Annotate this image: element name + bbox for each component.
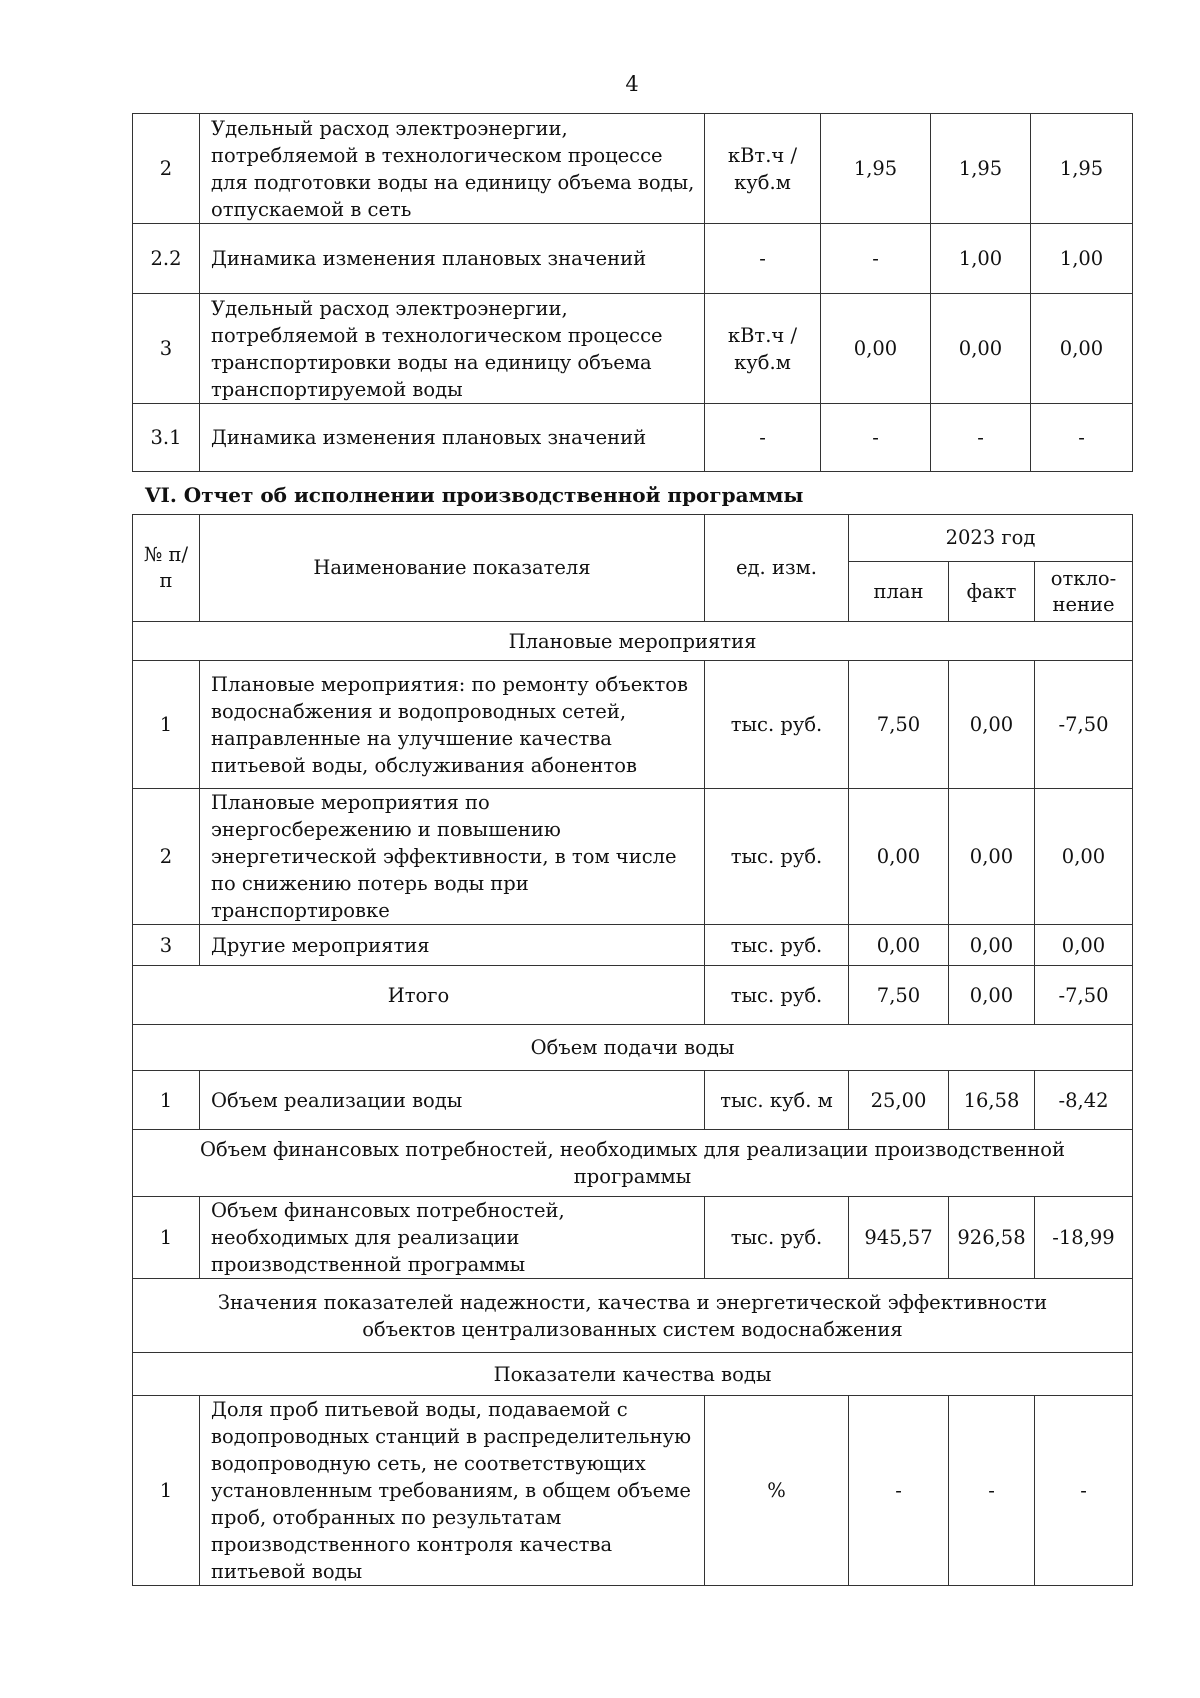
unit-cell: тыс. руб. xyxy=(705,1197,849,1279)
page-number: 4 xyxy=(625,72,639,96)
value-cell: 1,95 xyxy=(1031,114,1133,224)
section-water-quality: Показатели качества воды xyxy=(133,1353,1133,1396)
row-number: 1 xyxy=(133,1197,200,1279)
row-number: 2.2 xyxy=(133,224,200,294)
fact-cell: 0,00 xyxy=(949,789,1035,925)
section-indicators: Значения показателей надежности, качества и энергетической эффективности объектов централизованных систем водоснабжения xyxy=(133,1279,1133,1353)
header-plan: план xyxy=(849,562,949,622)
table-row xyxy=(133,404,1133,472)
fact-cell: - xyxy=(949,1396,1035,1586)
table-row xyxy=(133,1396,1133,1586)
indicator-name: Удельный расход электроэнергии, потребляемой в технологическом процессе транспортировки воды на единицу объема транспортируемой воды xyxy=(200,294,705,404)
row-number: 3 xyxy=(133,925,200,966)
row-number: 2 xyxy=(133,114,200,224)
fact-cell: 0,00 xyxy=(949,661,1035,789)
indicator-name: Плановые мероприятия: по ремонту объектов водоснабжения и водопроводных сетей, направленные на улучшение качества питьевой воды, обслуживания абонентов xyxy=(200,661,705,789)
indicator-name: Динамика изменения плановых значений xyxy=(200,224,705,294)
header-year: 2023 год xyxy=(849,515,1133,562)
table-row xyxy=(133,1197,1133,1279)
deviation-cell: -7,50 xyxy=(1035,661,1133,789)
unit-cell: тыс. руб. xyxy=(705,966,849,1025)
row-number: 3 xyxy=(133,294,200,404)
fact-cell: 16,58 xyxy=(949,1071,1035,1130)
table-row xyxy=(133,661,1133,789)
unit-cell: тыс. руб. xyxy=(705,789,849,925)
unit-cell: кВт.ч / куб.м xyxy=(705,294,821,404)
plan-cell: 0,00 xyxy=(849,789,949,925)
value-cell: 0,00 xyxy=(1031,294,1133,404)
row-number: 1 xyxy=(133,1396,200,1586)
table-row xyxy=(133,114,1133,224)
deviation-cell: - xyxy=(1035,1396,1133,1586)
plan-cell: 0,00 xyxy=(849,925,949,966)
section-row xyxy=(133,1130,1133,1197)
section-row xyxy=(133,1025,1133,1071)
row-number: 1 xyxy=(133,661,200,789)
section-row xyxy=(133,1279,1133,1353)
value-cell: - xyxy=(821,404,931,472)
section-row xyxy=(133,1353,1133,1396)
fact-cell: 0,00 xyxy=(949,925,1035,966)
value-cell: - xyxy=(931,404,1031,472)
deviation-cell: -7,50 xyxy=(1035,966,1133,1025)
unit-cell: тыс. руб. xyxy=(705,661,849,789)
indicator-name: Удельный расход электроэнергии, потребляемой в технологическом процессе для подготовки воды на единицу объема воды, отпускаемой в сеть xyxy=(200,114,705,224)
header-unit: ед. изм. xyxy=(705,515,849,622)
plan-cell: 945,57 xyxy=(849,1197,949,1279)
section-water-supply: Объем подачи воды xyxy=(133,1025,1133,1071)
deviation-cell: -8,42 xyxy=(1035,1071,1133,1130)
indicator-name: Плановые мероприятия по энергосбережению и повышению энергетической эффективности, в том числе по снижению потерь воды при транспортировке xyxy=(200,789,705,925)
table-row xyxy=(133,789,1133,925)
table-row xyxy=(133,294,1133,404)
indicator-name: Объем финансовых потребностей, необходимых для реализации производственной программы xyxy=(200,1197,705,1279)
indicator-name: Динамика изменения плановых значений xyxy=(200,404,705,472)
value-cell: 1,00 xyxy=(1031,224,1133,294)
indicator-name: Объем реализации воды xyxy=(200,1071,705,1130)
value-cell: 1,00 xyxy=(931,224,1031,294)
table-row xyxy=(133,925,1133,966)
unit-cell: тыс. руб. xyxy=(705,925,849,966)
unit-cell: тыс. куб. м xyxy=(705,1071,849,1130)
deviation-cell: 0,00 xyxy=(1035,789,1133,925)
value-cell: 1,95 xyxy=(821,114,931,224)
unit-cell: % xyxy=(705,1396,849,1586)
header-fact: факт xyxy=(949,562,1035,622)
unit-cell: кВт.ч / куб.м xyxy=(705,114,821,224)
fact-cell: 0,00 xyxy=(949,966,1035,1025)
indicator-name: Другие мероприятия xyxy=(200,925,705,966)
header-deviation: откло-нение xyxy=(1035,562,1133,622)
total-row xyxy=(133,966,1133,1025)
row-number: 1 xyxy=(133,1071,200,1130)
header-num: № п/п xyxy=(133,515,200,622)
indicator-name: Доля проб питьевой воды, подаваемой с водопроводных станций в распределительную водопроводную сеть, не соответствующих установленным требованиям, в общем объеме проб, отобранных по результатам производственного контроля качества питьевой воды xyxy=(200,1396,705,1586)
deviation-cell: 0,00 xyxy=(1035,925,1133,966)
total-label: Итого xyxy=(133,966,705,1025)
value-cell: - xyxy=(1031,404,1133,472)
value-cell: 0,00 xyxy=(821,294,931,404)
indicators-table xyxy=(132,113,1133,472)
unit-cell: - xyxy=(705,224,821,294)
header-name: Наименование показателя xyxy=(200,515,705,622)
unit-cell: - xyxy=(705,404,821,472)
section-planned-measures: Плановые мероприятия xyxy=(133,622,1133,661)
header-row xyxy=(133,515,1133,562)
plan-cell: 25,00 xyxy=(849,1071,949,1130)
section-financial-needs: Объем финансовых потребностей, необходимых для реализации производственной программы xyxy=(133,1130,1133,1197)
row-number: 2 xyxy=(133,789,200,925)
deviation-cell: -18,99 xyxy=(1035,1197,1133,1279)
value-cell: 1,95 xyxy=(931,114,1031,224)
plan-cell: 7,50 xyxy=(849,966,949,1025)
section-row xyxy=(133,622,1133,661)
table-row xyxy=(133,1071,1133,1130)
plan-cell: 7,50 xyxy=(849,661,949,789)
fact-cell: 926,58 xyxy=(949,1197,1035,1279)
table-row xyxy=(133,224,1133,294)
report-table xyxy=(132,514,1133,1586)
row-number: 3.1 xyxy=(133,404,200,472)
plan-cell: - xyxy=(849,1396,949,1586)
value-cell: - xyxy=(821,224,931,294)
section-title: VI. Отчет об исполнении производственной программы xyxy=(145,483,804,507)
value-cell: 0,00 xyxy=(931,294,1031,404)
